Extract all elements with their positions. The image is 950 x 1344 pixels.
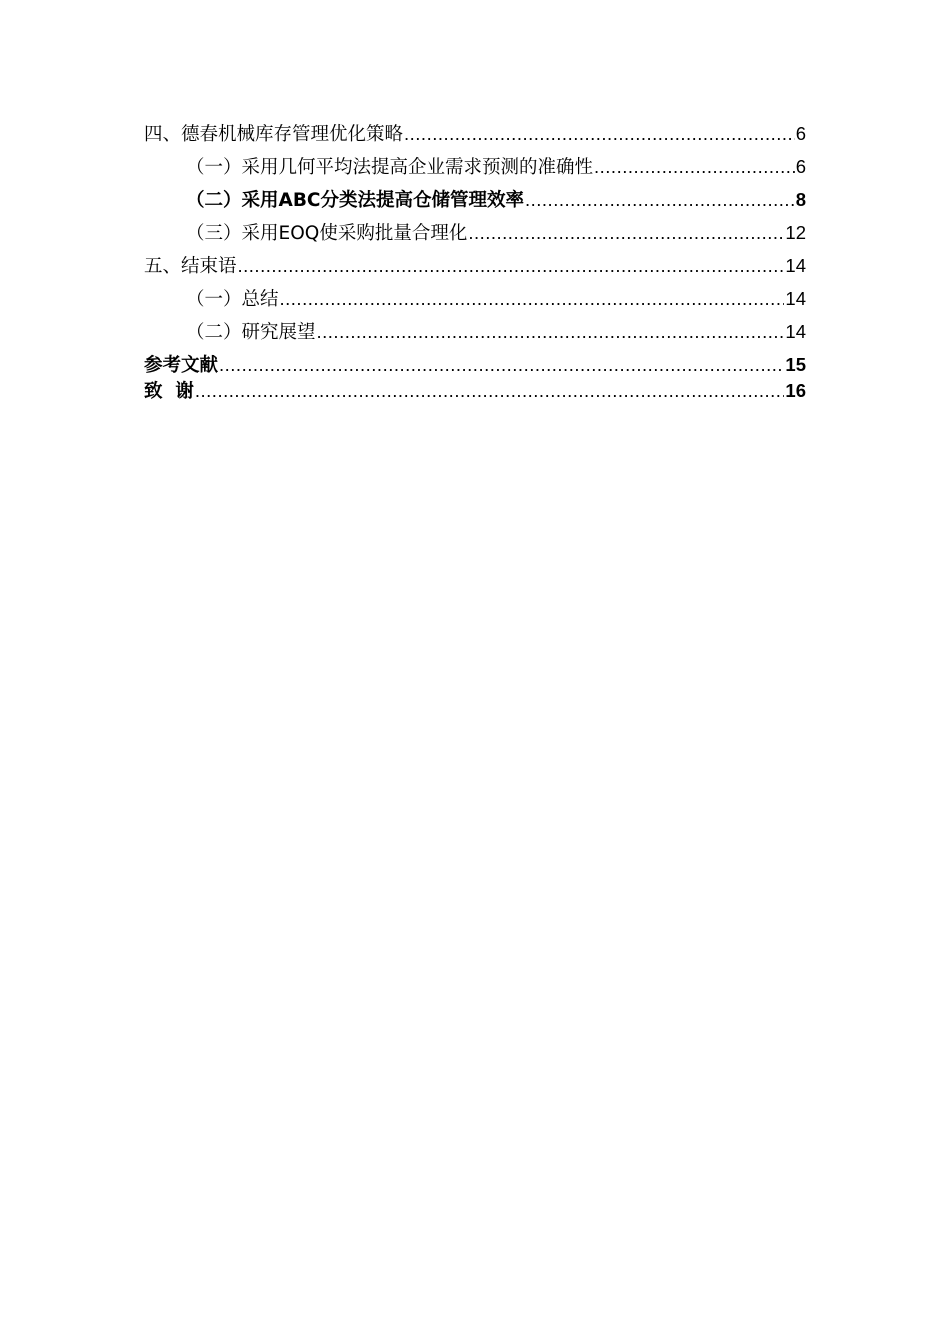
toc-dot-leader <box>238 255 785 277</box>
toc-dot-leader <box>525 189 795 211</box>
toc-entry-title: （二）研究展望 <box>186 322 316 343</box>
toc-page-number: 14 <box>785 288 806 309</box>
toc-entry-section-4[interactable] <box>144 120 806 153</box>
toc-page-number: 8 <box>795 189 806 210</box>
toc-entry-title: 四、德春机械库存管理优化策略 <box>144 124 404 145</box>
toc-dot-leader <box>219 354 784 376</box>
toc-dot-leader <box>468 222 784 244</box>
toc-entry-section-4-2[interactable] <box>144 186 806 219</box>
toc-page-number: 15 <box>785 354 806 375</box>
toc-dot-leader <box>594 156 795 178</box>
toc-page-number: 14 <box>785 255 806 276</box>
toc-dot-leader <box>404 123 795 145</box>
toc-page-number: 6 <box>795 123 806 144</box>
toc-entry-title: （二）采用ABC分类法提高仓储管理效率 <box>186 190 524 211</box>
toc-dot-leader <box>195 380 785 402</box>
toc-entry-title: （三）采用EOQ使采购批量合理化 <box>186 223 468 244</box>
toc-entry-title: （一）总结 <box>186 289 279 310</box>
toc-entry-section-4-1[interactable] <box>144 153 806 186</box>
toc-dot-leader <box>280 288 785 310</box>
toc-page-number: 16 <box>785 380 806 401</box>
toc-entry-acknowledgements[interactable] <box>144 377 806 403</box>
toc-entry-title: 参考文献 <box>144 355 219 376</box>
table-of-contents <box>144 120 806 403</box>
toc-entry-title: 致 谢 <box>144 381 194 402</box>
toc-entry-title: 五、结束语 <box>144 256 237 277</box>
toc-page-number: 6 <box>795 156 806 177</box>
toc-page-number: 14 <box>785 321 806 342</box>
toc-entry-references[interactable] <box>144 351 806 377</box>
toc-entry-section-5-1[interactable] <box>144 285 806 318</box>
toc-entry-title: （一）采用几何平均法提高企业需求预测的准确性 <box>186 157 594 178</box>
toc-dot-leader <box>317 321 785 343</box>
toc-entry-section-5-2[interactable] <box>144 318 806 351</box>
toc-page-number: 12 <box>785 222 806 243</box>
toc-entry-section-4-3[interactable] <box>144 219 806 252</box>
toc-entry-section-5[interactable] <box>144 252 806 285</box>
